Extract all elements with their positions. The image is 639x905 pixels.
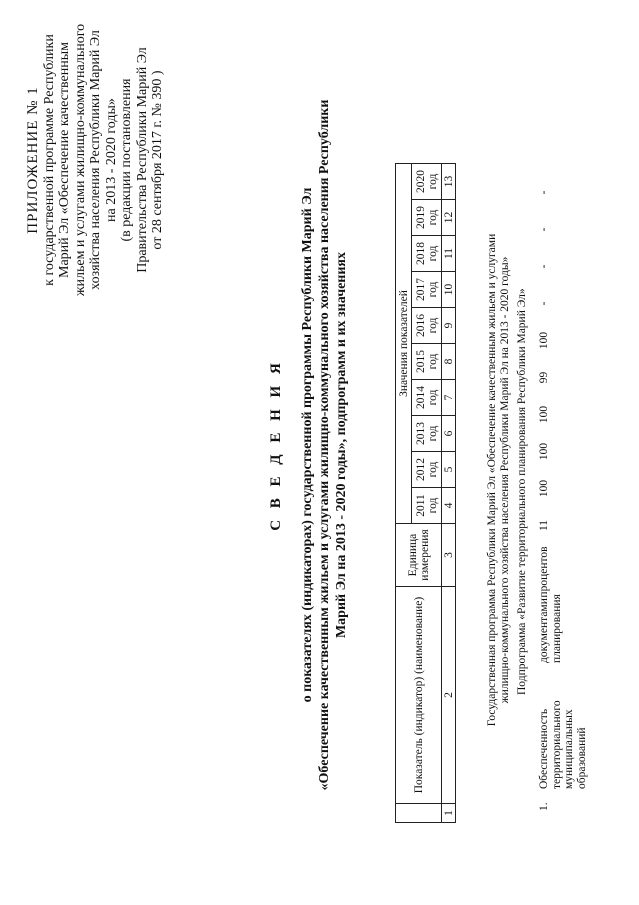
appendix-line: Марий Эл «Обеспечение качественным [57,42,72,278]
indicator-value: 100 [538,442,550,461]
indicator-value: 100 [538,479,550,498]
program-title [486,210,512,750]
program-line: Государственная программа Республики Марий Эл «Обеспечение качественным жильем и услугами [486,233,498,727]
column-number: 8 [442,344,456,380]
column-number: 5 [442,452,456,488]
column-number: 6 [442,416,456,452]
indicator-value: 100 [538,331,550,350]
column-number: 13 [442,164,456,200]
column-number: 10 [442,272,456,308]
heading-line: о показателях (индикаторах) государственной программы Республики Марий Эл [300,187,315,703]
appendix-title: ПРИЛОЖЕНИЕ № 1 [25,86,41,234]
column-number: 11 [442,236,456,272]
year-header: 2011 год [412,488,442,524]
appendix-line: жильем и услугами жилищно-коммунального [72,23,88,297]
indicator-value: - [538,190,550,195]
indicator-value: - [538,264,550,269]
appendix-line: хозяйства населения Республики Марий Эл [88,30,103,290]
heading-title: С В Е Д Е Н И Я [268,359,284,531]
appendix-line: к государственной программе Республики [41,34,57,286]
indicator-value: 11 [538,519,550,532]
heading-line: «Обеспечение качественным жильем и услугами жилищно-коммунального хозяйства населения Республики [317,99,332,791]
heading-line: Марий Эл на 2013 - 2020 годы», подпрограмм и их значениях [334,251,349,639]
subprogram-title: Подпрограмма «Развитие территориального планирования Республики Марий Эл» [516,288,528,695]
year-header: 2013 год [412,416,442,452]
values-header: Значения показателей [396,164,412,524]
document-heading [268,45,350,845]
unit-header: Единица измерения [396,524,442,587]
appendix-line: (в редакции постановления [119,78,134,242]
indicator-number: 1. [538,802,550,811]
appendix-line: от 28 сентября 2017 г. № 390 ) [150,70,165,250]
year-header: 2019 год [412,200,442,236]
name-header: Показатель (индикатор) (наименование) [396,587,442,804]
appendix-line: на 2013 - 2020 годы» [103,98,119,222]
indicator-unit: процентов [538,546,550,598]
indicator-value: - [538,227,550,232]
indicator-value: - [538,301,550,306]
column-number: 3 [442,524,456,587]
indicator-name-left: Обеспеченность территориального муниципальных образований [538,700,588,789]
indicator-table [395,163,456,823]
column-number: 2 [442,587,456,804]
column-number: 12 [442,200,456,236]
column-number: 4 [442,488,456,524]
appendix-line: Правительства Республики Марий Эл [134,47,150,273]
year-header: 2016 год [412,308,442,344]
column-number: 7 [442,380,456,416]
program-line: жилищно-коммунального хозяйства населения Республики Марий Эл на 2013 - 2020 годы» [499,256,511,704]
year-header: 2015 год [412,344,442,380]
indicator-value: 100 [538,405,550,424]
year-header: 2017 год [412,272,442,308]
indicator-value: 99 [538,371,550,384]
indicator-row [538,43,588,823]
year-header: 2020 год [412,164,442,200]
num-header-cell [396,804,442,823]
appendix-block [26,15,166,305]
year-header: 2014 год [412,380,442,416]
year-header: 2012 год [412,452,442,488]
column-number: 1 [442,804,456,823]
indicator-name-right: документами планирования [538,594,563,663]
column-number: 9 [442,308,456,344]
year-header: 2018 год [412,236,442,272]
